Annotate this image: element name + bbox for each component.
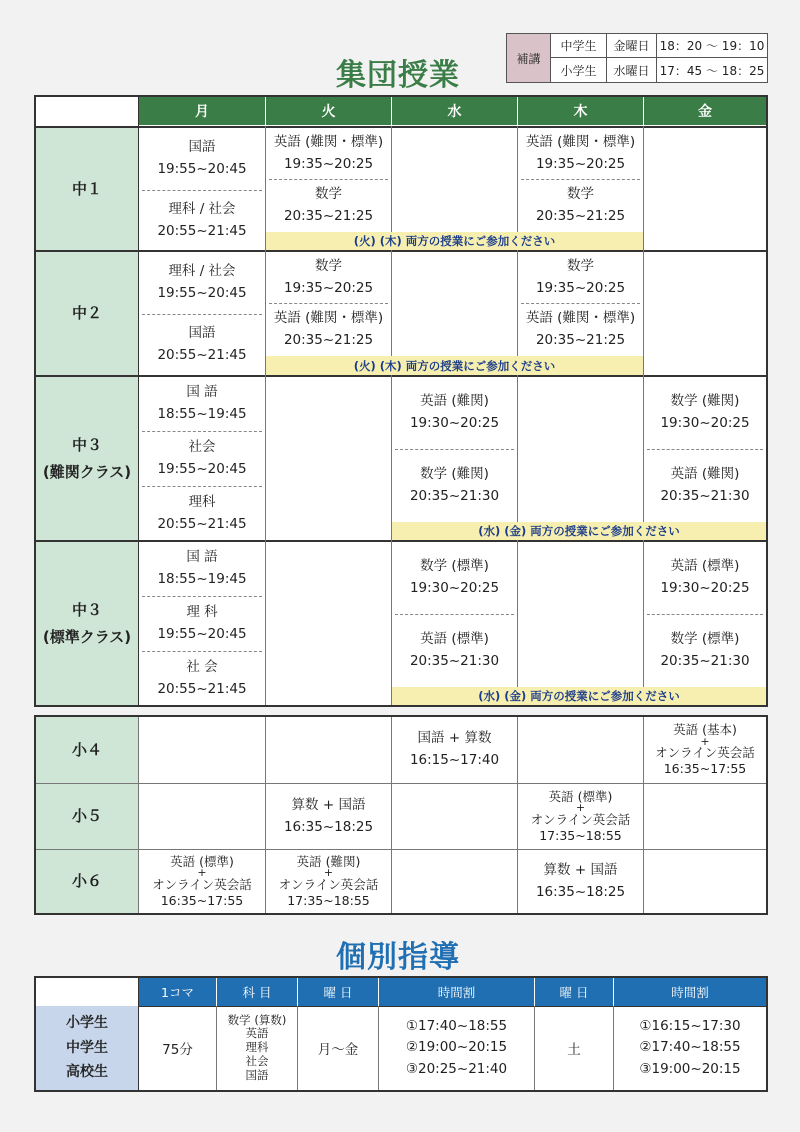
class-cell: 英語 (基本) + オンライン英会話 16:35~17:55 xyxy=(655,722,755,777)
class-cell: 国語 + 算数 16:15~17:40 xyxy=(409,730,500,768)
grade-label: 小５ xyxy=(36,784,138,849)
class-cell: 数学 19:35~20:25 xyxy=(283,258,374,296)
class-cell: 数学 20:35~21:25 xyxy=(535,186,626,224)
class-cell: 数学 (難関) 20:35~21:30 xyxy=(409,466,500,504)
class-cell: 英語 (難関・標準) 20:35~21:25 xyxy=(525,310,636,348)
class-cell: 理科 / 社会 20:55~21:45 xyxy=(157,200,247,239)
class-cell: 社会 19:55~20:45 xyxy=(157,439,247,477)
attendance-note: (水) (金) 両方の授業にご参加ください xyxy=(392,687,766,705)
weekday-range: 月〜金 xyxy=(317,1042,359,1058)
grade-label: 中３ (標準クラス) xyxy=(36,542,138,705)
class-cell: 数学 20:35~21:25 xyxy=(283,186,374,224)
class-cell: 国 語 18:55~19:45 xyxy=(157,549,247,587)
grade-label: 小６ xyxy=(36,850,138,913)
header-cell: 時間割 xyxy=(614,978,766,1006)
class-cell: 英語 (難関・標準) 19:35~20:25 xyxy=(273,134,384,172)
supplementary-grade: 中学生 xyxy=(551,34,607,57)
class-cell: 国語 19:55~20:45 xyxy=(157,139,247,177)
elementary-timetable xyxy=(34,715,768,915)
header-cell: 曜 日 xyxy=(535,978,613,1006)
class-cell: 英語 (難関) 19:30~20:25 xyxy=(409,393,500,431)
grade-label: 小４ xyxy=(36,717,138,783)
day-header-wed: 水 xyxy=(392,97,517,125)
saturday-timetable: ①16:15~17:30 ②17:40~18:55 ③19:00~20:15 xyxy=(639,1017,741,1077)
supplementary-label: 補講 xyxy=(507,34,551,82)
class-cell: 英語 (難関・標準) 19:35~20:25 xyxy=(525,134,636,172)
class-cell: 国語 20:55~21:45 xyxy=(157,325,247,363)
class-cell: 英語 (難関) + オンライン英会話 17:35~18:55 xyxy=(278,853,379,908)
supplementary-time: 18：20 〜 19：10 xyxy=(659,39,765,53)
lesson-duration: 75分 xyxy=(162,1042,193,1058)
supplementary-time: 17：45 〜 18：25 xyxy=(659,63,765,78)
class-cell: 算数 + 国語 16:35~18:25 xyxy=(283,796,374,835)
saturday-label: 土 xyxy=(567,1042,581,1058)
day-header-fri: 金 xyxy=(644,97,766,125)
class-cell: 英語 (難関・標準) 20:35~21:25 xyxy=(273,310,384,348)
class-cell: 英語 (標準) 19:30~20:25 xyxy=(660,558,750,596)
header-cell: 曜 日 xyxy=(298,978,378,1006)
class-cell: 理科 / 社会 19:55~20:45 xyxy=(157,263,247,301)
attendance-note: (水) (金) 両方の授業にご参加ください xyxy=(392,522,766,540)
header-cell: 1コマ xyxy=(139,978,216,1006)
class-cell: 国 語 18:55~19:45 xyxy=(157,384,247,422)
day-header-mon: 月 xyxy=(139,97,265,125)
supplementary-lessons-box xyxy=(506,33,768,83)
class-cell: 英語 (標準) + オンライン英会話 16:35~17:55 xyxy=(152,853,252,908)
grade-label: 中３ (難関クラス) xyxy=(36,377,138,540)
class-cell: 数学 19:35~20:25 xyxy=(535,258,626,296)
individual-guidance-title: 個別指導 xyxy=(336,940,460,975)
day-header-tue: 火 xyxy=(266,97,391,125)
individual-guidance-table xyxy=(34,976,768,1092)
class-cell: 社 会 20:55~21:45 xyxy=(157,658,247,697)
attendance-note: (火) (木) 両方の授業にご参加ください xyxy=(266,232,643,250)
day-header-thu: 木 xyxy=(518,97,643,125)
supplementary-row xyxy=(551,58,767,82)
grade-label: 中２ xyxy=(36,252,138,375)
class-cell: 英語 (標準) + オンライン英会話 17:35~18:55 xyxy=(530,788,631,843)
class-cell: 英語 (難関) 20:35~21:30 xyxy=(660,466,750,504)
weekday-timetable: ①17:40~18:55 ②19:00~20:15 ③20:25~21:40 xyxy=(405,1017,508,1077)
middle-school-timetable xyxy=(34,95,768,707)
group-lessons-title: 集団授業 xyxy=(336,58,460,93)
supplementary-grade: 小学生 xyxy=(551,58,607,82)
target-grades: 小学生 中学生 高校生 xyxy=(36,1006,138,1090)
header-cell: 科 目 xyxy=(217,978,297,1006)
class-cell: 数学 (標準) 19:30~20:25 xyxy=(409,558,500,596)
supplementary-day: 水曜日 xyxy=(607,58,657,82)
attendance-note: (火) (木) 両方の授業にご参加ください xyxy=(266,356,643,375)
class-cell: 英語 (標準) 20:35~21:30 xyxy=(409,631,500,669)
header-cell: 時間割 xyxy=(379,978,534,1006)
class-cell: 算数 + 国語 16:35~18:25 xyxy=(535,861,626,900)
class-cell: 理科 20:55~21:45 xyxy=(157,493,247,532)
class-cell: 数学 (標準) 20:35~21:30 xyxy=(660,631,750,669)
grade-label: 中１ xyxy=(36,128,138,250)
class-cell: 理 科 19:55~20:45 xyxy=(157,604,247,642)
class-cell: 数学 (難関) 19:30~20:25 xyxy=(660,393,750,431)
subject-list: 数学 (算数) 英語 理科 社会 国語 xyxy=(227,1012,287,1082)
supplementary-day: 金曜日 xyxy=(607,34,657,57)
supplementary-row xyxy=(551,34,767,58)
